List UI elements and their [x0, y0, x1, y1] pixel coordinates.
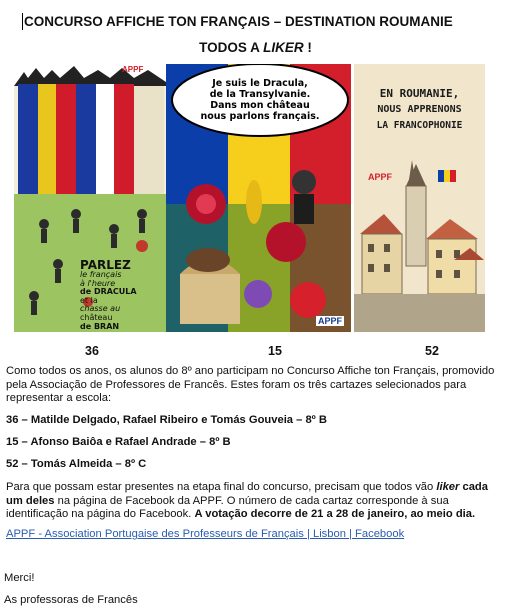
voting-text-2: cada um deles	[6, 481, 488, 507]
poster-36-text-1: PARLEZ	[80, 258, 131, 272]
poster-36-text-4: de DRACULA	[80, 287, 137, 297]
voting-liker: liker	[436, 481, 460, 493]
poster-36-text-3: à l'heure	[80, 278, 116, 288]
poster-52-headline-1: EN ROUMANIE,	[379, 87, 460, 100]
poster-number-36: 36	[85, 344, 99, 358]
poster-number-15: 15	[268, 344, 282, 358]
bubble-line-3: Dans mon château	[210, 100, 310, 111]
voting-text-1: Para que possam estar presentes na etapa final do concurso, precisam que todos vão	[6, 481, 437, 493]
poster-52-logo: APPF	[368, 172, 393, 182]
closing-text: Merci!	[4, 572, 35, 584]
poster-52-headline-2: NOUS APPRENONS	[377, 104, 462, 115]
poster-36-text-6: chasse au	[80, 304, 121, 314]
poster-15	[166, 64, 351, 332]
page-subtitle	[0, 40, 511, 55]
poster-36-text-5: et la	[80, 295, 98, 305]
poster-36-text-8: de BRAN	[80, 321, 120, 331]
signature-text: As professoras de Francês	[4, 594, 138, 606]
poster-36	[14, 64, 166, 332]
poster-36-logo: APPF	[122, 65, 144, 74]
subtitle-prefix: TODOS A	[199, 40, 264, 55]
poster-number-52: 52	[425, 344, 439, 358]
poster-36-text-7: château	[80, 312, 113, 322]
entry-36: 36 – Matilde Delgado, Rafael Ribeiro e Tomás Gouveia – 8º B	[6, 414, 327, 426]
poster-52	[354, 64, 485, 332]
bubble-line-4: nous parlons français.	[200, 111, 320, 122]
voting-text-3: na página de Facebook da APPF. O número de cada cartaz corresponde à sua identificação na página do Facebook.	[6, 494, 449, 520]
intro-paragraph: Como todos os anos, os alunos do 8º ano participam no Concurso Affiche ton Français, promovido pela Associação de Professores de Francês. Estes foram os três cartazes selecionados para representar a escola:	[6, 365, 495, 404]
page-title: CONCURSO AFFICHE TON FRANÇAIS – DESTINATION ROUMANIE	[24, 14, 453, 29]
voting-paragraph	[6, 481, 504, 522]
subtitle-suffix: !	[303, 40, 312, 55]
appf-facebook-link[interactable]: APPF - Association Portugaise des Professeurs de Français | Lisbon | Facebook	[6, 528, 405, 540]
bubble-line-2: de la Transylvanie.	[209, 89, 311, 100]
poster-15-logo: APPF	[318, 316, 343, 326]
text-cursor	[22, 13, 23, 30]
bubble-line-1: Je suis le Dracula,	[212, 78, 308, 89]
entry-52: 52 – Tomás Almeida – 8º C	[6, 458, 147, 470]
poster-36-text-2: le français	[80, 270, 122, 279]
subtitle-liker: LIKER	[263, 40, 304, 55]
poster-52-headline-3: LA FRANCOPHONIE	[376, 120, 463, 131]
entry-15: 15 – Afonso Baiôa e Rafael Andrade – 8º B	[6, 436, 231, 448]
voting-dates: A votação decorre de 21 a 28 de janeiro, ao meio dia.	[194, 508, 476, 520]
